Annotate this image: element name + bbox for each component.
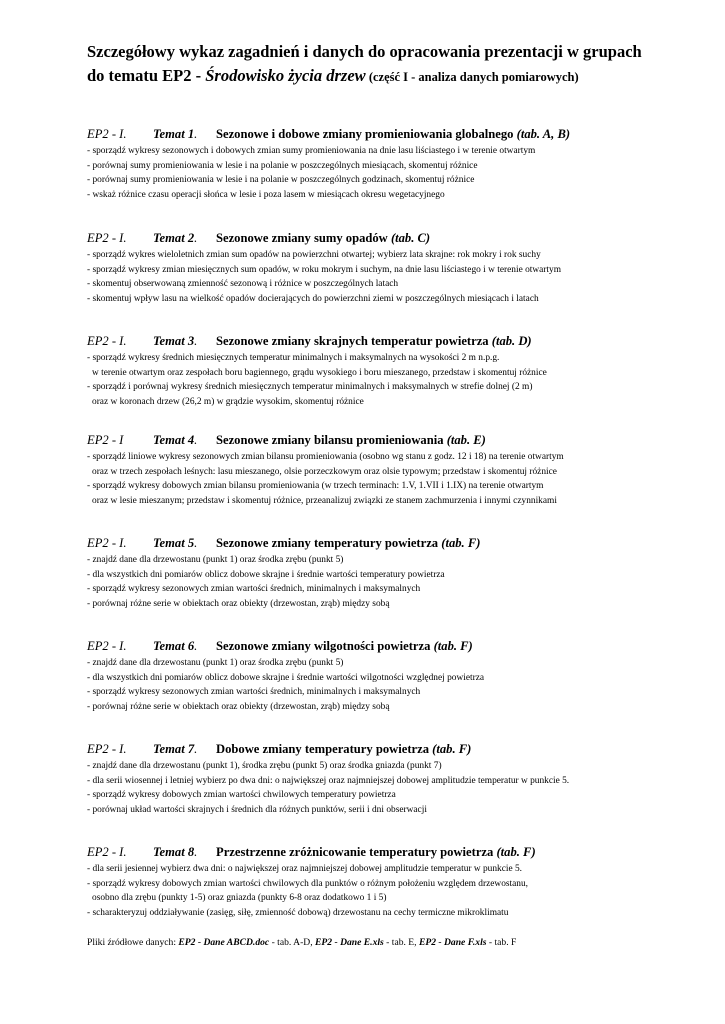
section-temat-label xyxy=(153,230,197,246)
title-prefix: do tematu EP2 - xyxy=(87,66,206,85)
section-code: EP2 - I xyxy=(87,433,124,447)
section-heading xyxy=(87,230,707,246)
temat-period: . xyxy=(194,639,198,653)
title-italic: Środowisko życia drzew xyxy=(205,66,366,85)
temat-period: . xyxy=(194,334,198,348)
task-line: - znajdź dane dla drzewostanu (punkt 1) oraz środka zrębu (punkt 5) xyxy=(87,555,344,565)
task-line: - sporządź liniowe wykresy sezonowych zmian bilansu promieniowania (osobno wg stanu z godz. 12 i 18) na terenie otwartym xyxy=(87,452,564,462)
task-item xyxy=(87,597,707,612)
task-item xyxy=(87,188,707,203)
task-line: - wskaż różnice czasu operacji słońca w lesie i poza lasem w miesiącach okresu wegetacyjnego xyxy=(87,189,445,200)
section-title-text: Dobowe zmiany temperatury powietrza xyxy=(216,742,429,756)
section-temat-1 xyxy=(87,126,707,202)
task-line: - sporządź wykresy dobowych zmian wartości chwilowych temperatury powietrza xyxy=(87,790,396,800)
section-temat-7 xyxy=(87,741,707,817)
task-item xyxy=(87,656,707,671)
task-line-continued: oraz w koronach drzew (26,2 m) w grądzie wysokim, skomentuj różnice xyxy=(92,396,364,407)
temat-text: Temat 6 xyxy=(153,639,195,653)
section-heading xyxy=(87,638,707,654)
section-title-text: Sezonowe zmiany wilgotności powietrza xyxy=(216,639,431,653)
title-line-1: Szczegółowy wykaz zagadnień i danych do opracowania prezentacji w grupach xyxy=(87,42,642,61)
section-table-ref: (tab. F) xyxy=(496,845,536,859)
section-temat-label xyxy=(153,432,197,448)
task-line: - sporządź wykresy sezonowych i dobowych zmian sumy promieniowania na dnie lasu liściastego i w terenie otwartym xyxy=(87,146,536,156)
task-line-continued: w terenie otwartym oraz zespołach boru bagiennego, grądu wysokiego i boru mieszanego, przedstaw i skomentuj różnice xyxy=(92,367,547,378)
task-item xyxy=(87,380,707,409)
section-heading xyxy=(87,741,707,757)
task-line: - znajdź dane dla drzewostanu (punkt 1), środka zrębu (punkt 5) oraz środka gniazda (punkt 7) xyxy=(87,761,442,771)
temat-period: . xyxy=(194,536,198,550)
section-heading xyxy=(87,126,707,142)
task-line: - sporządź wykresy średnich miesięcznych temperatur minimalnych i maksymalnych na wysokości 2 m n.p.g. xyxy=(87,353,500,363)
section-task-list xyxy=(87,862,707,920)
section-table-ref: (tab. F) xyxy=(433,639,473,653)
task-line: - skomentuj wpływ lasu na wielkość opadów docierających do powierzchni ziemi w poszczególnych miesiącach i latach xyxy=(87,293,539,304)
task-item xyxy=(87,759,707,774)
footer-sep-1: - tab. A-D, xyxy=(269,937,316,948)
page-content xyxy=(87,40,702,948)
task-line: - porównaj różne serie w obiektach oraz obiekty (drzewostan, zrąb) między sobą xyxy=(87,701,390,712)
task-line: - sporządź wykresy dobowych zmian bilansu promieniowania (w trzech terminach: 1.V, 1.VII i 1.IX) na terenie otwartym xyxy=(87,481,544,491)
section-temat-3 xyxy=(87,333,707,409)
section-table-ref: (tab. C) xyxy=(390,231,431,245)
section-table-ref: (tab. E) xyxy=(446,433,486,447)
section-title xyxy=(216,432,486,448)
section-title xyxy=(216,535,480,551)
section-heading xyxy=(87,535,707,551)
section-task-list xyxy=(87,656,707,714)
task-item xyxy=(87,277,707,292)
task-line: - sporządź wykres wieloletnich zmian sum opadów na powierzchni otwartej; wybierz lata skrajne: rok mokry i rok suchy xyxy=(87,250,541,260)
task-item xyxy=(87,292,707,307)
footer-source-files xyxy=(87,936,516,950)
task-item xyxy=(87,144,707,159)
section-task-list xyxy=(87,450,707,508)
section-title xyxy=(216,230,430,246)
task-item xyxy=(87,263,707,278)
temat-text: Temat 4 xyxy=(153,433,195,447)
section-task-list xyxy=(87,248,707,306)
section-task-list xyxy=(87,351,707,409)
section-title-text: Sezonowe zmiany sumy opadów xyxy=(216,231,388,245)
task-item xyxy=(87,568,707,583)
task-item xyxy=(87,906,707,921)
section-title xyxy=(216,126,570,142)
section-title xyxy=(216,741,471,757)
footer-sep-3: - tab. F xyxy=(486,937,517,948)
section-code: EP2 - I. xyxy=(87,639,127,653)
temat-period: . xyxy=(194,231,198,245)
section-temat-label xyxy=(153,844,197,860)
task-item xyxy=(87,774,707,789)
document-title xyxy=(87,40,702,89)
task-item xyxy=(87,877,707,906)
task-line: - skomentuj obserwowaną zmienność sezonową i różnice w poszczególnych latach xyxy=(87,279,399,289)
section-temat-label xyxy=(153,638,197,654)
section-table-ref: (tab. A, B) xyxy=(516,127,571,141)
section-title-text: Sezonowe zmiany bilansu promieniowania xyxy=(216,433,444,447)
temat-text: Temat 7 xyxy=(153,742,195,756)
section-table-ref: (tab. D) xyxy=(491,334,532,348)
section-task-list xyxy=(87,144,707,202)
task-item xyxy=(87,803,707,818)
task-line: - dla serii wiosennej i letniej wybierz po dwa dni: o największej oraz najmniejszej dobowej amplitudzie temperatur w punkcie 5. xyxy=(87,775,570,786)
title-line-2 xyxy=(87,64,702,89)
task-line: - porównaj sumy promieniowania w lesie i na polanie w poszczególnych godzinach, skomentuj różnice xyxy=(87,175,475,185)
task-item xyxy=(87,248,707,263)
section-title xyxy=(216,333,532,349)
task-item xyxy=(87,351,707,380)
task-item xyxy=(87,700,707,715)
task-item xyxy=(87,685,707,700)
section-title xyxy=(216,844,536,860)
section-code: EP2 - I. xyxy=(87,127,127,141)
task-line: - porównaj sumy promieniowania w lesie i na polanie w poszczególnych miesiącach, skomentuj różnice xyxy=(87,160,478,171)
task-item xyxy=(87,450,707,479)
temat-text: Temat 8 xyxy=(153,845,195,859)
footer-prefix: Pliki źródłowe danych: xyxy=(87,937,179,948)
section-temat-label xyxy=(153,126,197,142)
section-code: EP2 - I. xyxy=(87,536,127,550)
section-table-ref: (tab. F) xyxy=(432,742,472,756)
task-item xyxy=(87,671,707,686)
task-line: - sporządź wykresy zmian miesięcznych sum opadów, w roku mokrym i suchym, na dnie lasu liściastego i w terenie otwartym xyxy=(87,264,562,275)
task-item xyxy=(87,173,707,188)
section-temat-2 xyxy=(87,230,707,306)
section-heading xyxy=(87,432,707,448)
temat-period: . xyxy=(194,742,198,756)
section-table-ref: (tab. F) xyxy=(441,536,481,550)
section-title-text: Sezonowe zmiany skrajnych temperatur powietrza xyxy=(216,334,489,348)
section-title-text: Sezonowe i dobowe zmiany promieniowania globalnego xyxy=(216,127,514,141)
task-line-continued: osobno dla zrębu (punkty 1-5) oraz gniazda (punkty 6-8 oraz dodatkowo 1 i 5) xyxy=(92,893,387,903)
section-temat-label xyxy=(153,333,197,349)
section-temat-label xyxy=(153,535,197,551)
section-temat-5 xyxy=(87,535,707,611)
section-code: EP2 - I. xyxy=(87,334,127,348)
task-item xyxy=(87,159,707,174)
temat-text: Temat 1 xyxy=(153,127,195,141)
temat-period: . xyxy=(194,127,198,141)
section-temat-4 xyxy=(87,432,707,508)
section-title xyxy=(216,638,473,654)
task-item xyxy=(87,788,707,803)
footer-file-3: EP2 - Dane F.xls xyxy=(418,937,487,948)
task-item xyxy=(87,553,707,568)
temat-text: Temat 5 xyxy=(153,536,195,550)
task-item xyxy=(87,479,707,508)
task-line-continued: oraz w lesie mieszanym; przedstaw i skomentuj różnice, przeanalizuj związki ze stanem zachmurzenia i innymi czynnikami xyxy=(92,495,557,506)
task-line: - dla wszystkich dni pomiarów oblicz dobowe skrajne i średnie wartości temperatury powietrza xyxy=(87,569,445,580)
section-task-list xyxy=(87,553,707,611)
section-heading xyxy=(87,333,707,349)
task-line: - porównaj różne serie w obiektach oraz obiekty (drzewostan, zrąb) między sobą xyxy=(87,598,390,609)
temat-period: . xyxy=(194,433,198,447)
temat-text: Temat 3 xyxy=(153,334,195,348)
task-item xyxy=(87,582,707,597)
task-line: - porównaj układ wartości skrajnych i średnich dla różnych punktów, serii i dni obserwacji xyxy=(87,804,427,815)
task-line: - sporządź i porównaj wykresy średnich miesięcznych temperatur minimalnych i maksymalnych w strefie dolnej (2 m) xyxy=(87,382,533,392)
task-line: - sporządź wykresy sezonowych zmian wartości średnich, minimalnych i maksymalnych xyxy=(87,584,421,594)
section-temat-8 xyxy=(87,844,707,920)
task-line: - sporządź wykresy sezonowych zmian wartości średnich, minimalnych i maksymalnych xyxy=(87,687,421,697)
task-item xyxy=(87,862,707,877)
section-temat-6 xyxy=(87,638,707,714)
footer-file-1: EP2 - Dane ABCD.doc xyxy=(178,937,270,948)
section-task-list xyxy=(87,759,707,817)
section-code: EP2 - I. xyxy=(87,845,127,859)
temat-period: . xyxy=(194,845,198,859)
task-line: - dla wszystkich dni pomiarów oblicz dobowe skrajne i średnie wartości wilgotności względnej powietrza xyxy=(87,672,485,683)
task-line: - scharakteryzuj oddziaływanie (zasięg, siłę, zmienność dobową) drzewostanu na cechy termiczne mikroklimatu xyxy=(87,907,509,918)
title-suffix: (część I - analiza danych pomiarowych) xyxy=(365,70,579,84)
task-line: - znajdź dane dla drzewostanu (punkt 1) oraz środka zrębu (punkt 5) xyxy=(87,658,344,668)
task-line: - dla serii jesiennej wybierz dwa dni: o największej oraz najmniejszej dobowej amplitudzie temperatur w punkcie 5. xyxy=(87,864,523,874)
section-title-text: Sezonowe zmiany temperatury powietrza xyxy=(216,536,439,550)
section-code: EP2 - I. xyxy=(87,231,127,245)
footer-sep-2: - tab. E, xyxy=(383,937,419,948)
section-title-text: Przestrzenne zróżnicowanie temperatury powietrza xyxy=(216,845,494,859)
task-line-continued: oraz w trzech zespołach leśnych: lasu mieszanego, olsie porzeczkowym oraz olsie typowym; przedstaw i skomentuj różnice xyxy=(92,466,557,477)
section-temat-label xyxy=(153,741,197,757)
footer-file-2: EP2 - Dane E.xls xyxy=(315,937,384,948)
section-heading xyxy=(87,844,707,860)
section-code: EP2 - I. xyxy=(87,742,127,756)
temat-text: Temat 2 xyxy=(153,231,195,245)
task-line: - sporządź wykresy dobowych zmian wartości chwilowych dla punktów o różnym położeniu względem drzewostanu, xyxy=(87,878,529,889)
